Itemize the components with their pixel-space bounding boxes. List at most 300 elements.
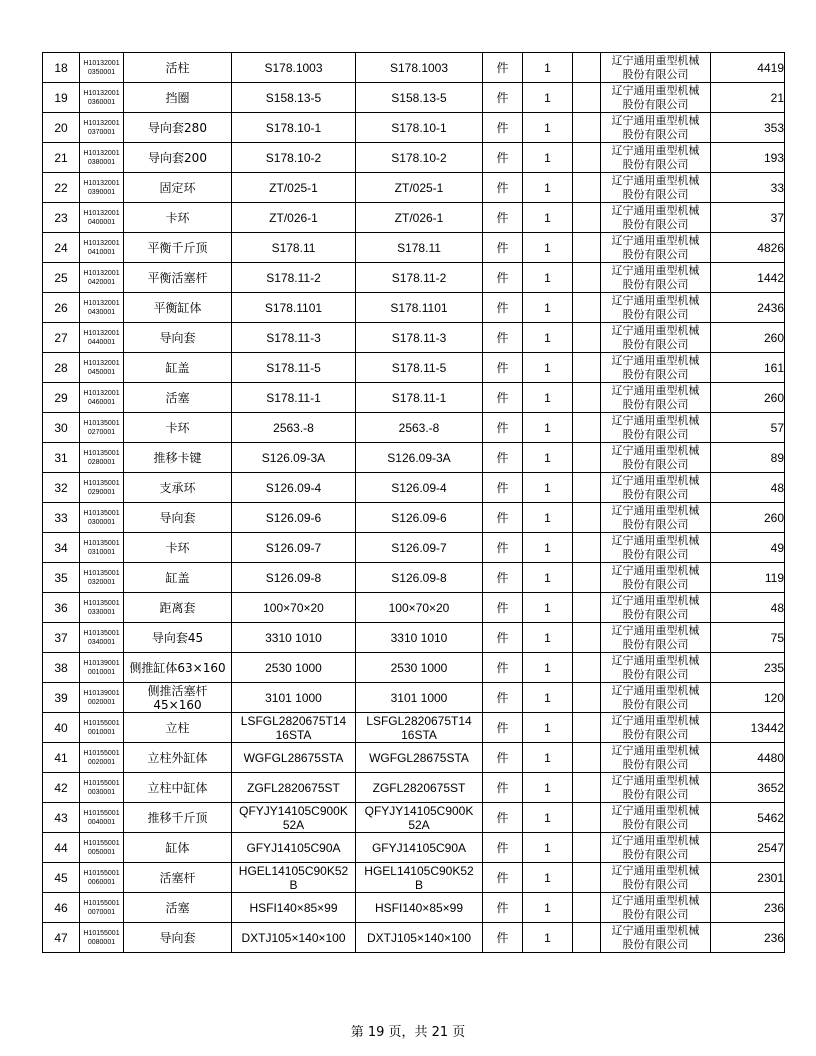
price: 260: [711, 383, 785, 413]
manufacturer: 辽宁通用重型机械 股份有限公司: [601, 803, 711, 833]
blank-cell: [573, 473, 601, 503]
manufacturer: 辽宁通用重型机械 股份有限公司: [601, 893, 711, 923]
manufacturer: 辽宁通用重型机械 股份有限公司: [601, 203, 711, 233]
table-row: [43, 683, 785, 713]
price: 2436: [711, 293, 785, 323]
spec-model: S126.09-4: [356, 473, 483, 503]
drawing-number: DXTJ105×140×100: [232, 923, 356, 953]
material-code: H10155001 0080001: [80, 923, 124, 953]
row-number: 27: [43, 323, 80, 353]
table-row: [43, 563, 785, 593]
unit: 件: [483, 293, 523, 323]
price: 57: [711, 413, 785, 443]
material-code: H10135001 0330001: [80, 593, 124, 623]
manufacturer: 辽宁通用重型机械 股份有限公司: [601, 923, 711, 953]
price: 37: [711, 203, 785, 233]
quantity: 1: [523, 863, 573, 893]
blank-cell: [573, 413, 601, 443]
material-code: H10132001 0440001: [80, 323, 124, 353]
table-row: [43, 443, 785, 473]
blank-cell: [573, 683, 601, 713]
row-number: 40: [43, 713, 80, 743]
blank-cell: [573, 893, 601, 923]
manufacturer: 辽宁通用重型机械 股份有限公司: [601, 503, 711, 533]
row-number: 41: [43, 743, 80, 773]
blank-cell: [573, 623, 601, 653]
quantity: 1: [523, 293, 573, 323]
material-code: H10155001 0010001: [80, 713, 124, 743]
drawing-number: S126.09-6: [232, 503, 356, 533]
row-number: 32: [43, 473, 80, 503]
spec-model: 3310 1010: [356, 623, 483, 653]
spec-model: 2530 1000: [356, 653, 483, 683]
blank-cell: [573, 923, 601, 953]
table-row: [43, 413, 785, 443]
spec-model: ZT/025-1: [356, 173, 483, 203]
part-name: 导向套200: [124, 143, 232, 173]
manufacturer: 辽宁通用重型机械 股份有限公司: [601, 233, 711, 263]
material-code: H10132001 0450001: [80, 353, 124, 383]
quantity: 1: [523, 593, 573, 623]
quantity: 1: [523, 413, 573, 443]
material-code: H10155001 0020001: [80, 743, 124, 773]
row-number: 39: [43, 683, 80, 713]
part-name: 活塞: [124, 383, 232, 413]
spec-model: S178.11-2: [356, 263, 483, 293]
price: 161: [711, 353, 785, 383]
spec-model: S178.11: [356, 233, 483, 263]
blank-cell: [573, 143, 601, 173]
spec-model: S126.09-6: [356, 503, 483, 533]
table-row: [43, 743, 785, 773]
manufacturer: 辽宁通用重型机械 股份有限公司: [601, 83, 711, 113]
spec-model: 3101 1000: [356, 683, 483, 713]
table-row: [43, 473, 785, 503]
part-name: 卡环: [124, 203, 232, 233]
drawing-number: 3101 1000: [232, 683, 356, 713]
unit: 件: [483, 263, 523, 293]
quantity: 1: [523, 383, 573, 413]
spec-model: LSFGL2820675T14 16STA: [356, 713, 483, 743]
table-row: [43, 503, 785, 533]
drawing-number: S178.11: [232, 233, 356, 263]
manufacturer: 辽宁通用重型机械 股份有限公司: [601, 593, 711, 623]
price: 353: [711, 113, 785, 143]
part-name: 立柱: [124, 713, 232, 743]
quantity: 1: [523, 803, 573, 833]
manufacturer: 辽宁通用重型机械 股份有限公司: [601, 473, 711, 503]
quantity: 1: [523, 833, 573, 863]
quantity: 1: [523, 263, 573, 293]
drawing-number: S178.11-2: [232, 263, 356, 293]
row-number: 31: [43, 443, 80, 473]
unit: 件: [483, 443, 523, 473]
manufacturer: 辽宁通用重型机械 股份有限公司: [601, 683, 711, 713]
spec-model: S126.09-3A: [356, 443, 483, 473]
part-name: 推移卡键: [124, 443, 232, 473]
spec-model: ZT/026-1: [356, 203, 483, 233]
row-number: 38: [43, 653, 80, 683]
drawing-number: 3310 1010: [232, 623, 356, 653]
row-number: 24: [43, 233, 80, 263]
manufacturer: 辽宁通用重型机械 股份有限公司: [601, 263, 711, 293]
blank-cell: [573, 773, 601, 803]
table-row: [43, 323, 785, 353]
material-code: H10132001 0390001: [80, 173, 124, 203]
table-row: [43, 263, 785, 293]
part-name: 活塞杆: [124, 863, 232, 893]
price: 119: [711, 563, 785, 593]
unit: 件: [483, 203, 523, 233]
row-number: 37: [43, 623, 80, 653]
row-number: 46: [43, 893, 80, 923]
manufacturer: 辽宁通用重型机械 股份有限公司: [601, 443, 711, 473]
row-number: 44: [43, 833, 80, 863]
blank-cell: [573, 173, 601, 203]
price: 75: [711, 623, 785, 653]
row-number: 26: [43, 293, 80, 323]
unit: 件: [483, 743, 523, 773]
spec-model: QFYJY14105C900K 52A: [356, 803, 483, 833]
material-code: H10155001 0050001: [80, 833, 124, 863]
row-number: 28: [43, 353, 80, 383]
drawing-number: S178.10-1: [232, 113, 356, 143]
price: 236: [711, 893, 785, 923]
manufacturer: 辽宁通用重型机械 股份有限公司: [601, 293, 711, 323]
row-number: 25: [43, 263, 80, 293]
part-name: 活柱: [124, 53, 232, 83]
drawing-number: HSFI140×85×99: [232, 893, 356, 923]
table-row: [43, 923, 785, 953]
part-name: 平衡缸体: [124, 293, 232, 323]
unit: 件: [483, 143, 523, 173]
manufacturer: 辽宁通用重型机械 股份有限公司: [601, 53, 711, 83]
material-code: H10132001 0350001: [80, 53, 124, 83]
part-name: 活塞: [124, 893, 232, 923]
unit: 件: [483, 623, 523, 653]
manufacturer: 辽宁通用重型机械 股份有限公司: [601, 353, 711, 383]
unit: 件: [483, 353, 523, 383]
blank-cell: [573, 83, 601, 113]
table-row: [43, 293, 785, 323]
manufacturer: 辽宁通用重型机械 股份有限公司: [601, 773, 711, 803]
table-row: [43, 653, 785, 683]
material-code: H10135001 0270001: [80, 413, 124, 443]
price: 4419: [711, 53, 785, 83]
part-name: 导向套: [124, 923, 232, 953]
spec-model: S158.13-5: [356, 83, 483, 113]
drawing-number: 2563.-8: [232, 413, 356, 443]
price: 48: [711, 593, 785, 623]
quantity: 1: [523, 623, 573, 653]
blank-cell: [573, 323, 601, 353]
part-name: 导向套: [124, 503, 232, 533]
unit: 件: [483, 653, 523, 683]
quantity: 1: [523, 743, 573, 773]
manufacturer: 辽宁通用重型机械 股份有限公司: [601, 533, 711, 563]
part-name: 导向套45: [124, 623, 232, 653]
material-code: H10139001 0020001: [80, 683, 124, 713]
spec-model: 2563.-8: [356, 413, 483, 443]
quantity: 1: [523, 173, 573, 203]
part-name: 立柱中缸体: [124, 773, 232, 803]
blank-cell: [573, 593, 601, 623]
spec-model: WGFGL28675STA: [356, 743, 483, 773]
material-code: H10132001 0410001: [80, 233, 124, 263]
part-name: 侧推活塞杆 45×160: [124, 683, 232, 713]
drawing-number: S158.13-5: [232, 83, 356, 113]
row-number: 19: [43, 83, 80, 113]
quantity: 1: [523, 533, 573, 563]
price: 120: [711, 683, 785, 713]
material-code: H10139001 0010001: [80, 653, 124, 683]
table-row: [43, 383, 785, 413]
blank-cell: [573, 233, 601, 263]
blank-cell: [573, 563, 601, 593]
spec-model: DXTJ105×140×100: [356, 923, 483, 953]
spec-model: S178.11-1: [356, 383, 483, 413]
quantity: 1: [523, 143, 573, 173]
price: 235: [711, 653, 785, 683]
unit: 件: [483, 923, 523, 953]
unit: 件: [483, 323, 523, 353]
material-code: H10132001 0430001: [80, 293, 124, 323]
blank-cell: [573, 53, 601, 83]
table-row: [43, 803, 785, 833]
drawing-number: S178.1101: [232, 293, 356, 323]
table-row: [43, 53, 785, 83]
price: 49: [711, 533, 785, 563]
quantity: 1: [523, 53, 573, 83]
spec-model: HGEL14105C90K52 B: [356, 863, 483, 893]
row-number: 20: [43, 113, 80, 143]
price: 33: [711, 173, 785, 203]
spec-model: GFYJ14105C90A: [356, 833, 483, 863]
price: 3652: [711, 773, 785, 803]
table-row: [43, 863, 785, 893]
row-number: 21: [43, 143, 80, 173]
quantity: 1: [523, 473, 573, 503]
table-row: [43, 353, 785, 383]
part-name: 卡环: [124, 413, 232, 443]
blank-cell: [573, 833, 601, 863]
unit: 件: [483, 533, 523, 563]
spec-model: S126.09-8: [356, 563, 483, 593]
quantity: 1: [523, 503, 573, 533]
manufacturer: 辽宁通用重型机械 股份有限公司: [601, 413, 711, 443]
row-number: 29: [43, 383, 80, 413]
table-row: [43, 233, 785, 263]
material-code: H10135001 0290001: [80, 473, 124, 503]
part-name: 缸体: [124, 833, 232, 863]
unit: 件: [483, 233, 523, 263]
part-name: 导向套: [124, 323, 232, 353]
blank-cell: [573, 383, 601, 413]
manufacturer: 辽宁通用重型机械 股份有限公司: [601, 323, 711, 353]
row-number: 35: [43, 563, 80, 593]
drawing-number: S126.09-3A: [232, 443, 356, 473]
material-code: H10135001 0310001: [80, 533, 124, 563]
material-code: H10132001 0460001: [80, 383, 124, 413]
table-row: [43, 203, 785, 233]
quantity: 1: [523, 83, 573, 113]
drawing-number: ZT/025-1: [232, 173, 356, 203]
unit: 件: [483, 833, 523, 863]
material-code: H10155001 0070001: [80, 893, 124, 923]
row-number: 36: [43, 593, 80, 623]
manufacturer: 辽宁通用重型机械 股份有限公司: [601, 173, 711, 203]
blank-cell: [573, 263, 601, 293]
manufacturer: 辽宁通用重型机械 股份有限公司: [601, 563, 711, 593]
material-code: H10132001 0420001: [80, 263, 124, 293]
price: 1442: [711, 263, 785, 293]
row-number: 30: [43, 413, 80, 443]
row-number: 23: [43, 203, 80, 233]
material-code: H10132001 0400001: [80, 203, 124, 233]
drawing-number: 2530 1000: [232, 653, 356, 683]
unit: 件: [483, 413, 523, 443]
part-name: 固定环: [124, 173, 232, 203]
manufacturer: 辽宁通用重型机械 股份有限公司: [601, 143, 711, 173]
part-name: 平衡活塞杆: [124, 263, 232, 293]
drawing-number: S178.1003: [232, 53, 356, 83]
price: 260: [711, 323, 785, 353]
quantity: 1: [523, 443, 573, 473]
quantity: 1: [523, 683, 573, 713]
unit: 件: [483, 713, 523, 743]
manufacturer: 辽宁通用重型机械 股份有限公司: [601, 713, 711, 743]
quantity: 1: [523, 203, 573, 233]
blank-cell: [573, 863, 601, 893]
material-code: H10132001 0380001: [80, 143, 124, 173]
price: 2547: [711, 833, 785, 863]
drawing-number: ZGFL2820675ST: [232, 773, 356, 803]
row-number: 43: [43, 803, 80, 833]
quantity: 1: [523, 773, 573, 803]
quantity: 1: [523, 323, 573, 353]
drawing-number: LSFGL2820675T14 16STA: [232, 713, 356, 743]
unit: 件: [483, 113, 523, 143]
spec-model: S178.1101: [356, 293, 483, 323]
spec-model: ZGFL2820675ST: [356, 773, 483, 803]
quantity: 1: [523, 563, 573, 593]
table-row: [43, 593, 785, 623]
price: 89: [711, 443, 785, 473]
price: 2301: [711, 863, 785, 893]
spec-model: S178.1003: [356, 53, 483, 83]
table-row: [43, 533, 785, 563]
quantity: 1: [523, 923, 573, 953]
part-name: 缸盖: [124, 353, 232, 383]
row-number: 33: [43, 503, 80, 533]
price: 5462: [711, 803, 785, 833]
material-code: H10135001 0280001: [80, 443, 124, 473]
table-row: [43, 83, 785, 113]
quantity: 1: [523, 233, 573, 263]
drawing-number: HGEL14105C90K52 B: [232, 863, 356, 893]
part-name: 平衡千斤顶: [124, 233, 232, 263]
drawing-number: S126.09-4: [232, 473, 356, 503]
unit: 件: [483, 803, 523, 833]
unit: 件: [483, 683, 523, 713]
unit: 件: [483, 773, 523, 803]
material-code: H10135001 0300001: [80, 503, 124, 533]
unit: 件: [483, 53, 523, 83]
blank-cell: [573, 653, 601, 683]
quantity: 1: [523, 653, 573, 683]
material-code: H10135001 0320001: [80, 563, 124, 593]
table-row: [43, 173, 785, 203]
blank-cell: [573, 293, 601, 323]
spec-model: 100×70×20: [356, 593, 483, 623]
price: 4826: [711, 233, 785, 263]
blank-cell: [573, 353, 601, 383]
table-row: [43, 893, 785, 923]
row-number: 22: [43, 173, 80, 203]
quantity: 1: [523, 713, 573, 743]
manufacturer: 辽宁通用重型机械 股份有限公司: [601, 113, 711, 143]
table-row: [43, 623, 785, 653]
spec-model: S126.09-7: [356, 533, 483, 563]
drawing-number: WGFGL28675STA: [232, 743, 356, 773]
table-row: [43, 833, 785, 863]
drawing-number: S126.09-8: [232, 563, 356, 593]
unit: 件: [483, 83, 523, 113]
table-row: [43, 713, 785, 743]
part-name: 支承环: [124, 473, 232, 503]
unit: 件: [483, 563, 523, 593]
price: 48: [711, 473, 785, 503]
spec-model: S178.10-1: [356, 113, 483, 143]
price: 4480: [711, 743, 785, 773]
manufacturer: 辽宁通用重型机械 股份有限公司: [601, 833, 711, 863]
manufacturer: 辽宁通用重型机械 股份有限公司: [601, 653, 711, 683]
manufacturer: 辽宁通用重型机械 股份有限公司: [601, 743, 711, 773]
blank-cell: [573, 743, 601, 773]
part-name: 推移千斤顶: [124, 803, 232, 833]
price: 260: [711, 503, 785, 533]
unit: 件: [483, 383, 523, 413]
price: 236: [711, 923, 785, 953]
material-code: H10132001 0360001: [80, 83, 124, 113]
drawing-number: 100×70×20: [232, 593, 356, 623]
part-name: 缸盖: [124, 563, 232, 593]
blank-cell: [573, 503, 601, 533]
part-name: 立柱外缸体: [124, 743, 232, 773]
drawing-number: S178.11-5: [232, 353, 356, 383]
material-code: H10135001 0340001: [80, 623, 124, 653]
unit: 件: [483, 173, 523, 203]
spec-model: S178.11-3: [356, 323, 483, 353]
drawing-number: ZT/026-1: [232, 203, 356, 233]
unit: 件: [483, 593, 523, 623]
price: 13442: [711, 713, 785, 743]
spec-model: S178.11-5: [356, 353, 483, 383]
row-number: 47: [43, 923, 80, 953]
unit: 件: [483, 863, 523, 893]
unit: 件: [483, 473, 523, 503]
drawing-number: QFYJY14105C900K 52A: [232, 803, 356, 833]
spec-model: HSFI140×85×99: [356, 893, 483, 923]
drawing-number: S178.10-2: [232, 143, 356, 173]
part-name: 距离套: [124, 593, 232, 623]
blank-cell: [573, 713, 601, 743]
page-number: 第 19 页，共 21 页: [350, 1025, 466, 1040]
quantity: 1: [523, 353, 573, 383]
part-name: 挡圈: [124, 83, 232, 113]
drawing-number: S126.09-7: [232, 533, 356, 563]
blank-cell: [573, 803, 601, 833]
